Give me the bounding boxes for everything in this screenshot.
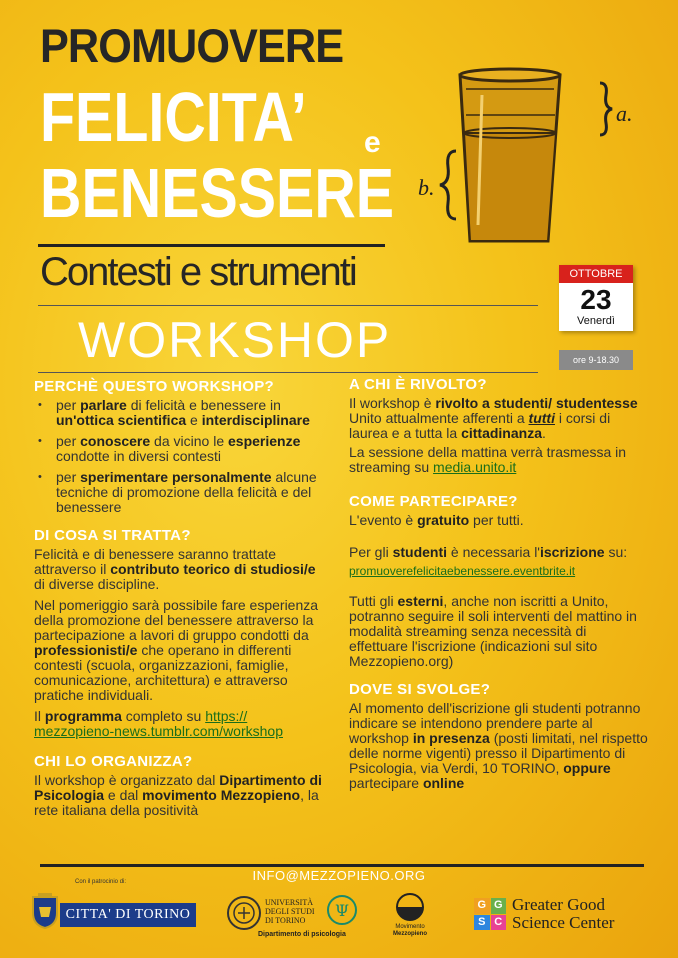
glass-illustration: [412, 55, 652, 250]
torino-crest-icon: [30, 893, 60, 929]
title-and: e: [364, 126, 381, 159]
heading-what: DI COSA SI TRATTA?: [34, 527, 191, 544]
why-list: [34, 398, 326, 515]
how-paragraph-1: L'evento è gratuito per tutti.: [349, 512, 524, 528]
registration-link[interactable]: promuoverefelicitaebenessere.eventbrite.it: [349, 564, 576, 578]
title-rule: [38, 244, 385, 247]
calendar-weekday: Venerdì: [577, 315, 615, 327]
ggsc-tile: G: [491, 898, 507, 914]
unito-seal-icon: [226, 895, 262, 931]
ggsc-logo-icon: [474, 898, 506, 930]
glass-label-a: a.: [616, 101, 633, 126]
target-paragraph-2: La sessione della mattina verrà trasmessa in streaming su media.unito.it: [349, 444, 627, 475]
how-paragraph-3: Tutti gli esterni, anche non iscritti a Unito, potranno seguire il soli interventi del mattino in modalità streaming senza necessità di effettuare l'iscrizione (indicazioni sul sito Mezzopieno.org): [349, 593, 637, 669]
ggsc-tile: S: [474, 915, 490, 931]
torino-logo-text: CITTA' DI TORINO: [60, 903, 196, 927]
what-paragraph-1: Felicità e di benessere saranno trattate attraverso il contributo teorico di studiosi/e di diverse discipline.: [34, 546, 316, 592]
left-column: [34, 378, 326, 818]
date-calendar: [559, 265, 633, 331]
divider-top: [38, 305, 538, 306]
ggsc-tile: G: [474, 898, 490, 914]
ggsc-name: Greater Good Science Center: [512, 895, 615, 932]
calendar-hours: ore 9-18.30: [559, 350, 633, 370]
streaming-link[interactable]: media.unito.it: [433, 459, 517, 475]
target-paragraph-1: Il workshop è rivolto a studenti/ studentesse Unito attualmente afferenti a tutti i corsi di laurea e a tutta la cittadinanza.: [349, 395, 638, 441]
title-line-2: FELICITA’: [40, 78, 307, 156]
torino-logo: [30, 893, 60, 934]
footer-rule: [40, 864, 644, 867]
subtitle: Contesti e strumenti: [40, 250, 356, 294]
how-paragraph-2: Per gli studenti è necessaria l'iscrizione su: promuoverefelicitaebenessere.eventbrite.it: [349, 544, 628, 578]
right-column: [349, 376, 649, 791]
mezzopieno-logo-icon: [392, 893, 428, 923]
list-item: • per conoscere da vicino le esperienze condotte in diversi contesti: [56, 434, 326, 464]
divider-bottom: [38, 372, 538, 373]
heading-where: DOVE SI SVOLGE?: [349, 681, 491, 698]
mezzopieno-label: Movimento Mezzopieno: [393, 924, 427, 937]
department-label: Dipartimento di psicologia: [258, 931, 346, 938]
heading-why: PERCHÈ QUESTO WORKSHOP?: [34, 378, 274, 395]
unito-name: UNIVERSITÀ DEGLI STUDI DI TORINO: [265, 898, 315, 925]
what-paragraph-3: Il programma completo su https:// mezzopieno-news.tumblr.com/workshop: [34, 708, 283, 739]
calendar-day: 23: [580, 284, 612, 315]
ggsc-tile: C: [491, 915, 507, 931]
patronage-label: Con il patrocinio di:: [75, 879, 127, 885]
workshop-label: WORKSHOP: [78, 312, 392, 368]
svg-text:Ψ: Ψ: [334, 901, 350, 920]
psychology-psi-icon: [326, 894, 358, 926]
contact-email[interactable]: INFO@MEZZOPIENO.ORG: [252, 868, 426, 883]
what-paragraph-2: Nel pomeriggio sarà possibile fare esperienza della promozione del benessere attraverso la partecipazione a lavori di gruppo condotti da professionisti/e che operano in differenti contesti (scuola, organizzazioni, famiglie, comunicazione, architettura) e attraverso pratiche individuali.: [34, 597, 319, 703]
list-item: • per sperimentare personalmente alcune tecniche di promozione della felicità e del benessere: [56, 470, 326, 515]
calendar-month: OTTOBRE: [559, 265, 633, 283]
organizer-paragraph: Il workshop è organizzato dal Dipartimento di Psicologia e dal movimento Mezzopieno, la rete italiana della positività: [34, 772, 322, 818]
title-line-1: PROMUOVERE: [40, 19, 344, 72]
heading-target: A CHI È RIVOLTO?: [349, 376, 487, 393]
glass-label-b: b.: [418, 175, 435, 200]
program-link[interactable]: https:// mezzopieno-news.tumblr.com/workshop: [34, 708, 283, 739]
heading-organizer: CHI LO ORGANIZZA?: [34, 753, 193, 770]
heading-how: COME PARTECIPARE?: [349, 493, 518, 510]
title-line-3: BENESSERE: [40, 154, 395, 232]
where-paragraph: Al momento dell'iscrizione gli studenti potranno indicare se intendono prendere parte al workshop in presenza (posti limitati, nel rispetto delle norme vigenti) presso il Dipartimento di Psicologia, via Verdi, 10 TORINO, oppure partecipare online: [349, 700, 648, 791]
list-item: • per parlare di felicità e benessere in un'ottica scientifica e interdisciplinare: [56, 398, 326, 428]
